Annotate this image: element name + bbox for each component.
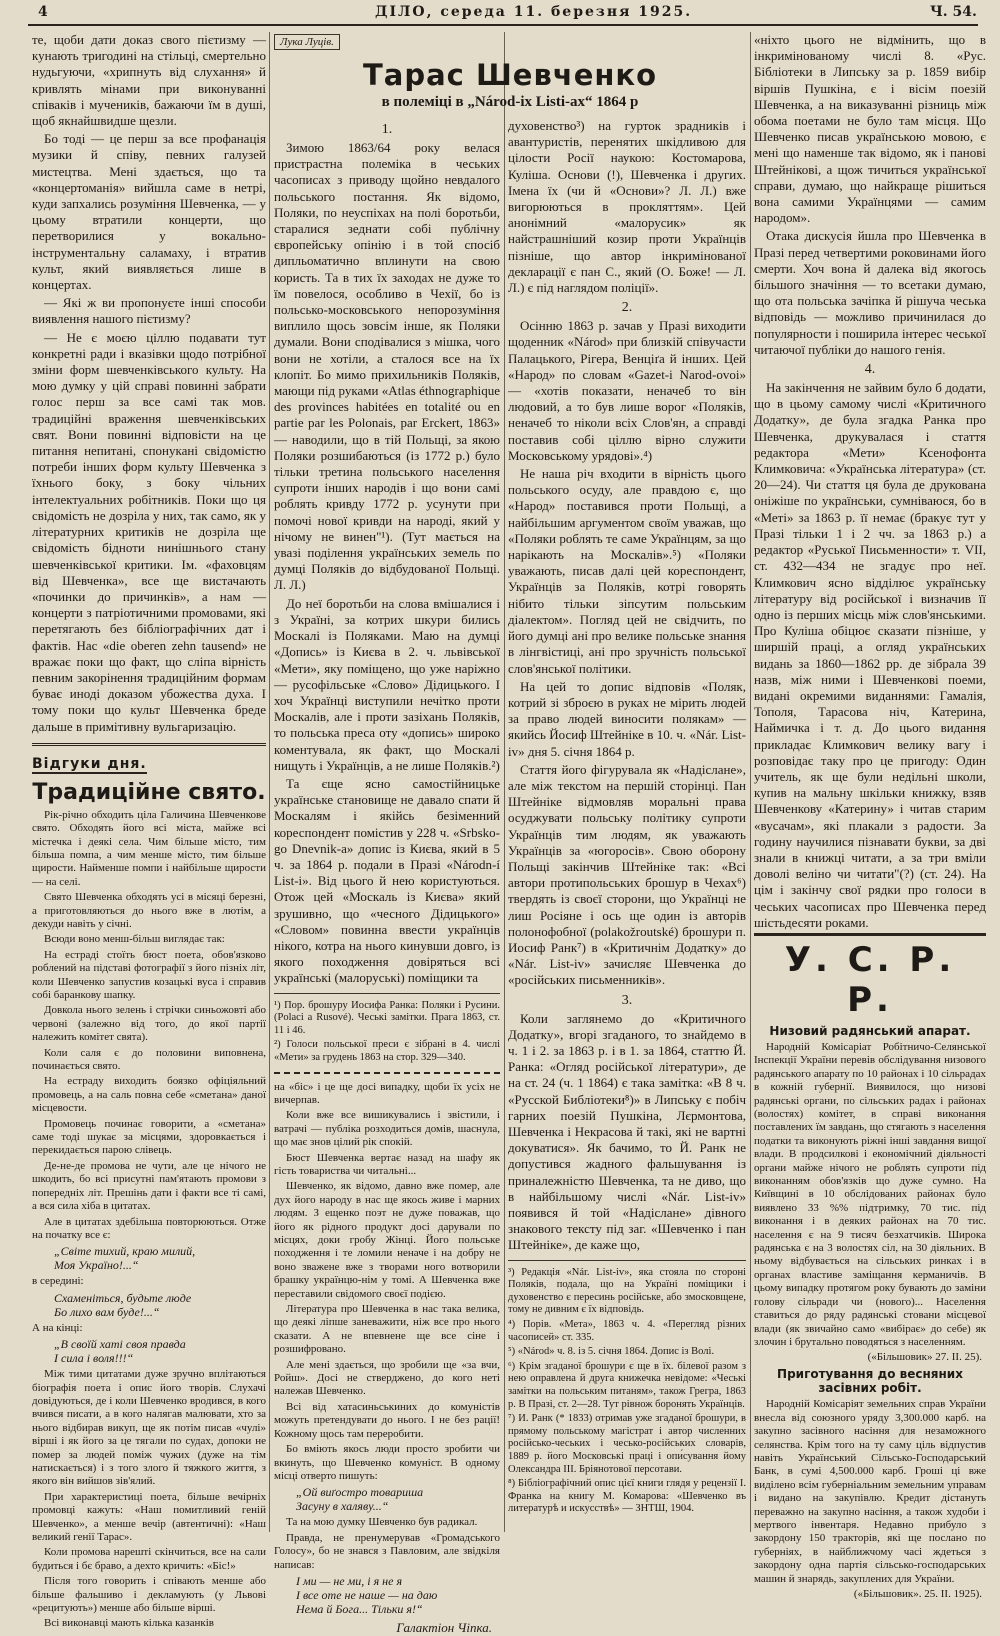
- column-4: [754, 32, 986, 1600]
- verse-line: Моя Україно!...“: [54, 1258, 139, 1273]
- verse-line: Схаменіться, будьте люде: [54, 1290, 192, 1305]
- verse-quote: [32, 1337, 266, 1365]
- section-rule: [274, 1072, 500, 1074]
- footnote: ⁵) «Národ» ч. 8. із 5. січня 1864. Допис із Волі.: [508, 1346, 715, 1358]
- paragraph: На цей то допис відповів «Поляк, котрий зі зброєю в руках не мірить людей за право людей виносити полякам» — якийсь Йосиф Штейніке в 10. ч. «Nár. List-iv» дня 5. січня 1864 р.: [508, 678, 746, 759]
- verse-line: „Ой виґостро товариша: [296, 1485, 424, 1500]
- verse-quote: [274, 1485, 500, 1513]
- paragraph: Свято Шевченка обходять усі в місяці березні, а приготовляються до нього вже в лютім, а декуди навіть у січні.: [32, 891, 266, 930]
- paragraph: духовенство³) на гурток зрадників і авантуристів, перенятих шкідливою для цілости Росії наукою: Костомарова, Куліша. Основи (!), Шевченка і других. Імена їх (чи й «Основи»? Л. Л.) вже вигорюються в прокляттям». Цей анонімний «малорусик» як найстрашніший козир проти Українців пізніше, що автор інкримінованої декларації є пан С., який (О. Боже! — Л. Л.) є під наглядом поліції».: [508, 118, 746, 296]
- paragraph: На естраді стоїть бюст поета, обов'язково роблений на підставі фотографії з його пізніх літ, коли Шевченко запустив козацькі вуса і справив собі баранкову шапку.: [32, 948, 266, 1002]
- paragraph: Не наша річ входити в вірність цього польського осуду, але правдою є, що «Народ» поставився проти Польщі, а найбільшим аргументом своїм уважав, що «Поляки роблять те саме Українцям, за що нарікають на Москалів».⁵) «Поляки уважають, писав далі цей кореспондент, Українців за Поляків, котрі говорять нібито тільки зіпсутим польським діалектом». Погляд цей не свідчить, по його думці ані про велике польське знання в лінгвістиці, ані про зручність польської слов'янської політики.: [508, 466, 746, 676]
- paragraph: Довкола нього зелень і стрічки синьожовті або червоні (залежно від того, до якої партії належить комітет свята).: [32, 1004, 266, 1044]
- paragraph: Народній Комісаріат Робітничо-Селянської Інспекції України перевів обслідування низового радянського апарату по 10 районах і 10 сільрадах в кожній губернії. Виявилося, що низові радянські органи, по сільських радах і районах (волостях) комітет, в справі виконання поставлених їм завдань, що стягають з населення податки та виконують ріжні інші завдання вищої влади. В продсилкові і економічний діяльності органи майже нічого не роблять супроти під виконанням обов'язків що дуже сумно. На Київщині в 10 обслідованих районах було виявлено 33 %% підтримку, 70 тис. під виконання і в деяких районах на 70 тис. населення є на 9 тисяч безхатчиків. Широка радянська є на 3 волостях сіл, на 30 діяльних. В ньому відбувається на сільських ринках і в органах властиве заміщання керманичів. В цьому випадку протягом року бувають до заміни голову сільради чи (нового)... Населення ставиться до ряду радянські стовани місцевої влади (як звичайно само «вибірає» до себе) як злочин і брутально поводяться з населенням.: [754, 1040, 986, 1348]
- paragraph: Та на мою думку Шевченко був радикал.: [286, 1516, 478, 1529]
- paragraph: Промовець починає говорити, а «сметана» саме тоді шукає за місцями, здоровкається і перекидається парою слівець.: [32, 1117, 266, 1157]
- news-source: («Більшовик» 27. ІІ. 25).: [867, 1351, 982, 1364]
- section-number: 1.: [381, 122, 393, 137]
- article-heading: [274, 56, 746, 115]
- paragraph: «ніхто цього не відмінить, що в інкримінованому числі 8. «Рус. Бібліотеки в Липську за р. 1859 вибір віршів Пушкіна, є і вісім поезій Шевченка, а на виказуванні різниць між обома поетами не було там місця. Що Шевченко писав українською мовою, є мені що наменше так відомо, як і панові Штейнікові, а щож тичиться української справи, думаю, що найкраще рішиться вона самими Українцями — самим народом».: [754, 32, 986, 226]
- paragraph: Осінню 1863 р. зачав у Празі виходити щоденник «Národ» при близкій співучасти Палацького, Рігера, Венцiґа й інших. Цей «Народ» по словам «Gazet-i Narod-ovoi» — «хотів показати, неначеб то він людовий, а то був лише ворог «Поляків, неначеб то ніколи всіх Слов'ян, а справді поставив собі ціллю вірно служити Московському урядові».⁴): [508, 318, 746, 463]
- paragraph: Коли заглянемо до «Критичного Додатку», вгорі згаданого, то знайдемо в ч. 1 і 2. за 1863 р. і в 1. за 1864, статтю Й. Ранка: «Огляд російської літератури», де на ст. 24 (ч. 1 1864) є така замітка: «В 8 ч. «Русской Библіотеки⁸)» в Липську є побіч гарних поезій Пушкіна, Лєрмонтова, Шевченка і Некрасова й такі, які не вартні докуватися». Як бачимо, то Й. Ранк не допустився жадного фальшування із приналежністю Шевченка, та не диво, що в найбільшому числі «Nár. List-iv» появився й той «Надіслане» дівного знакового тексту під заг. «Шевченко і пан Штейніке», де каже що,: [508, 1010, 746, 1253]
- paragraph: Коли промова нарешті скінчиться, все на сали будиться і бє браво, а дехто кричить: «Біс!»: [32, 1546, 266, 1572]
- column-divider: [750, 32, 751, 1532]
- footnote: ²) Голоси польської преси є зібрані в 4. числі «Мети» за грудень 1863 на стор. 329—340.: [274, 1039, 500, 1063]
- paragraph: Стаття його фігурувала як «Надіслане», але між текстом на першій сторінці. Пан Штейніке відмовляв моральні права осуджувати польську політику супроти Українців тим людям, як уважають Українців за «югоросів». Свою оборону Польщі закінчив Штейніке так: «Всі автори протипольських брошур в Чехах⁶) твердять із своєї сторони, що Українці не лиш Росіяне і ось ще один із авторів полонофобної (polakožroutské) брошури п. Иосиф Ранк⁷) в «Критичнім Додатку» до «Nár. List-iv» зачисляє Шевченка до «російських письменників».: [508, 761, 746, 988]
- verse-line: І все оте не наше — на даю: [296, 1587, 438, 1602]
- paragraph: на «біс» і це ще досі випадку, щоби їх усіх не вичерпав.: [274, 1080, 500, 1106]
- verse-line: Нема й Бога... Тільки я!“: [296, 1601, 423, 1616]
- verse-line: І ми — не ми, і я не я: [296, 1573, 403, 1588]
- news-heading: Низовий радянський апарат.: [769, 1023, 971, 1038]
- paragraph: — Не є моєю ціллю подавати тут конкретні ради і вказівки щодо потрібної зміни форм шевченківського культу. На мою думку у цій справі повинні забрати голос перш за все самі так мов. традиційні враження шевченківських свят. Вони повинні відповісти на це питання непитані, спонукані свідомістю потреби інших форм культу Шевченка з їхнього боку, з боку чільних інтелектуальних робітників. Поки що ця свідомість не дозріла у них, так само, як у літературних критиків не дозріла ще свідомість бідноти нинішнього стану шевченківської критики. Ім. «фаховцям від Шевченка», все ще вистачають «починки до причинків», а нам — концерти з патріотичними промовами, які перетягають без бібліографічних дат і фактів. Нас «die oberen zehn tausend» не вражає поки що факт, що сліпа вірність певним закорінення традиційним формам буває иноді доказом убожества духа. І тому поки що культ Шевченка бреде дальше в примітивну вульгаризацію.: [32, 329, 266, 734]
- article-title: Тарас Шевченко: [362, 58, 658, 92]
- paragraph: Рік-річно обходить ціла Галичина Шевченкове свято. Обходять його всі міста, майже всі містечка і деякі села. Чим більше місто, тим більша помпа, а чим менше місто, тим більше щирости. Найменше помпи і найбільше щирости — на селі.: [32, 808, 266, 888]
- paragraph: Але в цитатах здебільша повторюються. Отже на початку все є:: [32, 1215, 266, 1241]
- column-3: [508, 118, 746, 1532]
- paragraph: Отака дискусія йшла про Шевченка в Празі перед четвертими роковинами його смерти. Хоч вона й далека від якогось більшого значіння — то всетаки думаю, що ота польська зачіпка й рішуча чеська відповідь — можливо причинилася до популярности і поширила інтерес чеської читаючої публіки до нашого генія.: [754, 228, 986, 357]
- section-number: 3.: [621, 992, 633, 1008]
- paragraph: При характеристиці поета, більше вечірніх промовці кажуть: «Наш помитливий геній Шевченко», а менше вечір (автентичні): «Наш великий генії Тарас».: [32, 1490, 266, 1544]
- paragraph: Коли саля є до половини виповнена, починається свято.: [32, 1046, 266, 1073]
- verse-line: „Світе тихий, краю милий,: [54, 1244, 196, 1259]
- article-subtitle: в полеміці в „Národ-ix Listi-ах“ 1864 р: [381, 94, 639, 110]
- rubric-heading: Відгуки дня.: [32, 755, 147, 772]
- paragraph: Бо вміють якось люди просто зробити чи вкинуть, що Шевченко комуніст. В одному місці отверто пишуть:: [274, 1443, 500, 1482]
- footnote-rule: [508, 1260, 746, 1261]
- feuilleton-title: Традиційне свято.: [32, 779, 266, 805]
- footnote: ⁶) Крім згаданої брошури є ще в їх. білевої разом з нею оправлена й друга книжечка невідоме: «Чеські замітки на польським питаням», також Грегра, 1863 р. В Празі, ст. 2—28. Тут рівнож боронять Українців.: [508, 1360, 746, 1410]
- verse-line: Бо лихо вам буде!...“: [54, 1304, 160, 1319]
- footnote-rule: [274, 993, 500, 994]
- paragraph: Бо тоді — це перш за все профанація музики й співу, певних галузей мистецтва. Мені здається, що та «концертоманія» вийшла саме в нетрі, куди запхались розуміння Шевченка, — у цьому втратили концерти, що перетворилися у вокально-інструментальну саламаху, і втратив культ, який виявляється лише в концертах.: [32, 131, 266, 293]
- column-2-body: [274, 118, 500, 1635]
- paragraph: Шевченко, як відомо, давно вже помер, але дух його народу в нас ще якось живе і марних людям. З ещенко поэт не дуже поважав, що його як рідного продукт досі дарували по місцях, доки гробу Жінці. Його польське походження і те ломили неначе і на добру не воно зважене вже з творами ного вотворили брашку українцю-нім у томі. А Шевченка вже переставили свідомого своєї подією.: [274, 1180, 500, 1300]
- paragraph: Між тими цитатами дуже зручно вплітаються біографія поета і опис його творів. Слухачі довідуються, де і коли Шевченко вродився, в кого вчився писати, а в кого налягав малювати, хто за нього відбирав викуп, ще як потім писав «чулі» вірші і як його за це тягали по судах, допоки не помер за людей поміж чужих (дуже на тім натискається) і з того злого й тяжкого життя, з якого він вийшов зів'ялий.: [32, 1368, 266, 1488]
- paragraph: Всюди воно менш-більш виглядає так:: [44, 933, 225, 946]
- section-number: 4.: [864, 362, 876, 378]
- footnote: ⁸) Бібліографічний опис цієї книги глядя у рецензії І. Франка на книгу М. Комарова: «Шевченко въ литературѣ и искусствѣ» — ЗНТШ, 1904.: [508, 1478, 746, 1515]
- paragraph: — Які ж ви пропонуєте інші способи виявлення нашого пієтизму?: [32, 295, 266, 327]
- paragraph: Всі від хатасиньськиних до комуністів можуть претендувати до нього. І не без рації! Кожному щось там переробити.: [274, 1400, 500, 1440]
- paragraph: Зимою 1863/64 року велася пристрастна полеміка в чеських часописах з приводу щойно невдалого польського постання. Як відомо, Поляки, по неуспіхах на полі боротьби, старалися зеднати собі публічну європейську опінію і в той спосіб дипльоматично вплинути на свою користь. Та в тих їх заходах не дуже то їм повелося, особливо в Чехії, бо із польсько-московського непорозуміння виплило щось зовсім інше, як Поляки думали. Вони сподівалися з мішка, чого вони не хотіли, а сталося все на їх клопіт. Бо мимо прихильників Поляків, мающи під руками «Atlas éthnographique des provinces habitées en totalité ou en partie par les Polonais, par Erckert, 1863» — наводили, що в тій Польщі, за якою Поляки розшибаються (із 1772 р.) було тільки третина польського населення супроти інших народів і що вони самі роблять кривду 1772 р. усунути при помочі нової кривди на народі, який у нічому не винен"¹). (Тут мається на увазі поділення українських земель по думці Поляків до відбудованої Польщі. Л. Л.): [274, 140, 500, 593]
- paragraph: Всі виконавці мають кілька казанків: [44, 1617, 214, 1630]
- paragraph: Та єще ясно самостійницьке українське становище не давало спати й Москалям і якійсь безіменний кореспондент помістив у 228 ч. «Srbsko-go Dnevnik-a» допис із Києва, який в 5 ч. за 1864 р. подали в Празі «Národn-í List-i». Від цього й нею користуються. Отож цей «Москаль із Києва» який зрушивно, що «чесного Дідицького» «Словом» повинна ввести українців нікого, котра на нього кинувши довго, із якого походження довіряться всі українські (малоруські) поміщики та: [274, 775, 500, 986]
- paragraph: те, щоби дати доказ свого пієтизму — кунають тригодині на стільці, смертельно нудьгуючи, «хрипнуть від слухання» й кривлять мінами при виконуванні співаків і мучеників, бажаючи їм в душі, щоб якнайшвидше щезли.: [32, 32, 266, 129]
- footnote: ⁷) И. Ранк (* 1833) отримав уже згаданої брошури, в прямому польському магістрат і автор численних російсько-чеських і чесько-російських словарів, 1889 р. його Московські праці і опи́сування йому Олександра III. Бріянотової персотави.: [508, 1413, 746, 1475]
- section-rule: [32, 743, 266, 746]
- column-divider: [504, 32, 505, 1532]
- paragraph: Бюст Шевченка вертає назад на шафу як гість товариства чи читальні...: [274, 1151, 500, 1177]
- news-heading: Приготування до весняних засівних робіт.: [777, 1367, 963, 1396]
- footnote: ⁴) Порів. «Мета», 1863 ч. 4. «Перегляд різних часописей» ст. 335.: [508, 1318, 746, 1343]
- paragraph: На естраду виходить боязко офіціяльний промовець, а на саль повна себе «сметана» даної місцевости.: [32, 1075, 266, 1115]
- paragraph: Де-не-де промова не чути, але це нічого не шкодить, бо всі присутні пам'ятають промови з попередніх літ. Прешінь дати і факти все ті самі, а вся сила хіба в цитатах.: [32, 1159, 266, 1213]
- paragraph: Після того говорить і співають менше або більше фальшиво і декламують (у Львові «рецитують») менше або більше вірші.: [32, 1575, 266, 1615]
- paragraph: в середині:: [32, 1275, 84, 1288]
- issue-number: Ч. 54.: [930, 4, 977, 20]
- verse-quote: [32, 1244, 266, 1272]
- paragraph: Коли вже все вишикувались і звістили, і ватрачі — публіка розходиться домів, шаснула, що має знов цілий рік спокій.: [274, 1109, 500, 1149]
- verse-quote: [274, 1574, 500, 1616]
- paragraph: До неї боротьби на слова вмішалися і з Україні, за котрих шкури бились Москалі із Поляками. Маю на думці «Допись» із Києва в 2. ч. львівської «Мети», яку поміщено, що уже наріжно — русофільське «Слово» Дідицького. І хоч Українці виступили нечітко проти Москалів, але і проти зазіхань Поляків, то польська преса оту «допись» широко коментувала, як факт, що Москалі нищуть і Українців, а не лише Поляків.²): [274, 595, 500, 773]
- page-header: [0, 0, 1000, 22]
- news-source: («Більшовик». 25. ІІ. 1925).: [853, 1588, 982, 1600]
- paragraph: На закінчення не зайвим було б додати, що в цьому самому числі «Критичного Додатку», де була згадка Ранка про Шевченка, друкувалася і стаття редактора «Мети» Ксенофонта Климковича: «Українська література» (ст. 20—24). Чи стаття ця була де друкована оніжіше по українськи, сумніваюся, бо в «Меті» за 1863 р. її немає (бракує тут у Празі тільки 1 і 2 чч. за 1863 р.) а редактор «Руської Письменности» т. VII, ст. 432—434 не згадує про неї. Климкович ясно відділює українську літературу від російської і визначив її одно із перших місць між слов'янськими. Про Куліша обіцює сказати пізніше, у ширшій праці, а огляд українських видань за 1860—1862 рр. де зібрала 39 назв, між ними і Шевченкові поеми, видані окремими виданнями: Гамалія, Тополя, Тарасова ніч, Катерина, Наймичка і т. д. До цього видання прикладає Климкович велику вагу і розповідає таку про це пригоду: Один учитель, як ще були недільні школи, купив на мальну шкільки книжку, взяв Шевченкову «Катерину» і читав старим «вусачам», які плакали з радости. За годину научилися пізнавати букви, за дві знали в книжці читати, а за три вміли доволі веліно чи читати"(?) (ст. 24). На цім і закінчу свої рядки про голоси в чеських часописах про Шевченка перед шістьдесяти роками.: [754, 380, 986, 930]
- verse-line: Засуну в халяву...“: [296, 1499, 389, 1514]
- paragraph: А на кінці:: [32, 1321, 83, 1334]
- column-1: [32, 32, 266, 1630]
- verse-line: „В своїй хаті своя правда: [54, 1337, 186, 1352]
- masthead: ДІЛО, середа 11. березня 1925.: [375, 4, 693, 20]
- header-rule: [28, 24, 978, 26]
- author-signature: Галактіон Чіпка.: [396, 1619, 492, 1635]
- paragraph: Але мені здається, що зробили ще «за вчи, Ройш». Досі не стверджено, до кого неті належав Шевченко.: [274, 1358, 500, 1398]
- footnote: ¹) Пор. брошуру Иосифа Ранка: Поляки і Русини. (Polaci a Rusové). Чеські замітки. Прага 1863, ст. 11 і 46.: [274, 999, 500, 1036]
- verse-quote: [32, 1291, 266, 1319]
- verse-line: І сила і воля!!!“: [54, 1351, 134, 1366]
- paragraph: Література про Шевченка в нас така велика, що деякі ліпше заневажити, ніж все про нього сказати. А не впевнене ще все сіне і розшифровано.: [274, 1303, 500, 1356]
- paragraph: Народній Комісаріят земельних справ України внесла від союзного уряду 3,300.000 карб. на закупно засівного насіння для незаможного селянства. Крім того на ту саму ціль відпустив навіть Український Сільсько-Господарський Банк, в сумі 4,500.000 карб. Гроші ці вже виділено всім губерніальним земельним управам і видано на закупівлю. Кредит дістануть переважно на закупно насіння, а також худоби і мертвого інвентаря. Недавно прибуло з закордону 150 тракторів, які ще послано по губерніях, в найближчому часі ждеться з закордону одна партія сільсько-господарських машин й знарядь, закуплених для України.: [754, 1398, 986, 1585]
- section-title-usrr: У. С. Р. Р.: [754, 933, 986, 1020]
- section-number: 2.: [621, 300, 633, 316]
- page-number: 4: [38, 4, 48, 20]
- column-divider: [269, 32, 270, 1532]
- footnote: ³) Редакція «Nár. List-iv», яка стояла по стороні Поляків, подала, що на Україні поміщики і духовенство є пересинь російське, або змосковщене, тому не дивним є їх відповідь.: [508, 1266, 746, 1316]
- paragraph: Правда, не пренумерував «Громадського Голосу», бо не знався з Павловим, але звідкіля написав:: [274, 1531, 500, 1571]
- author-byline: Лука Луців.: [274, 34, 340, 50]
